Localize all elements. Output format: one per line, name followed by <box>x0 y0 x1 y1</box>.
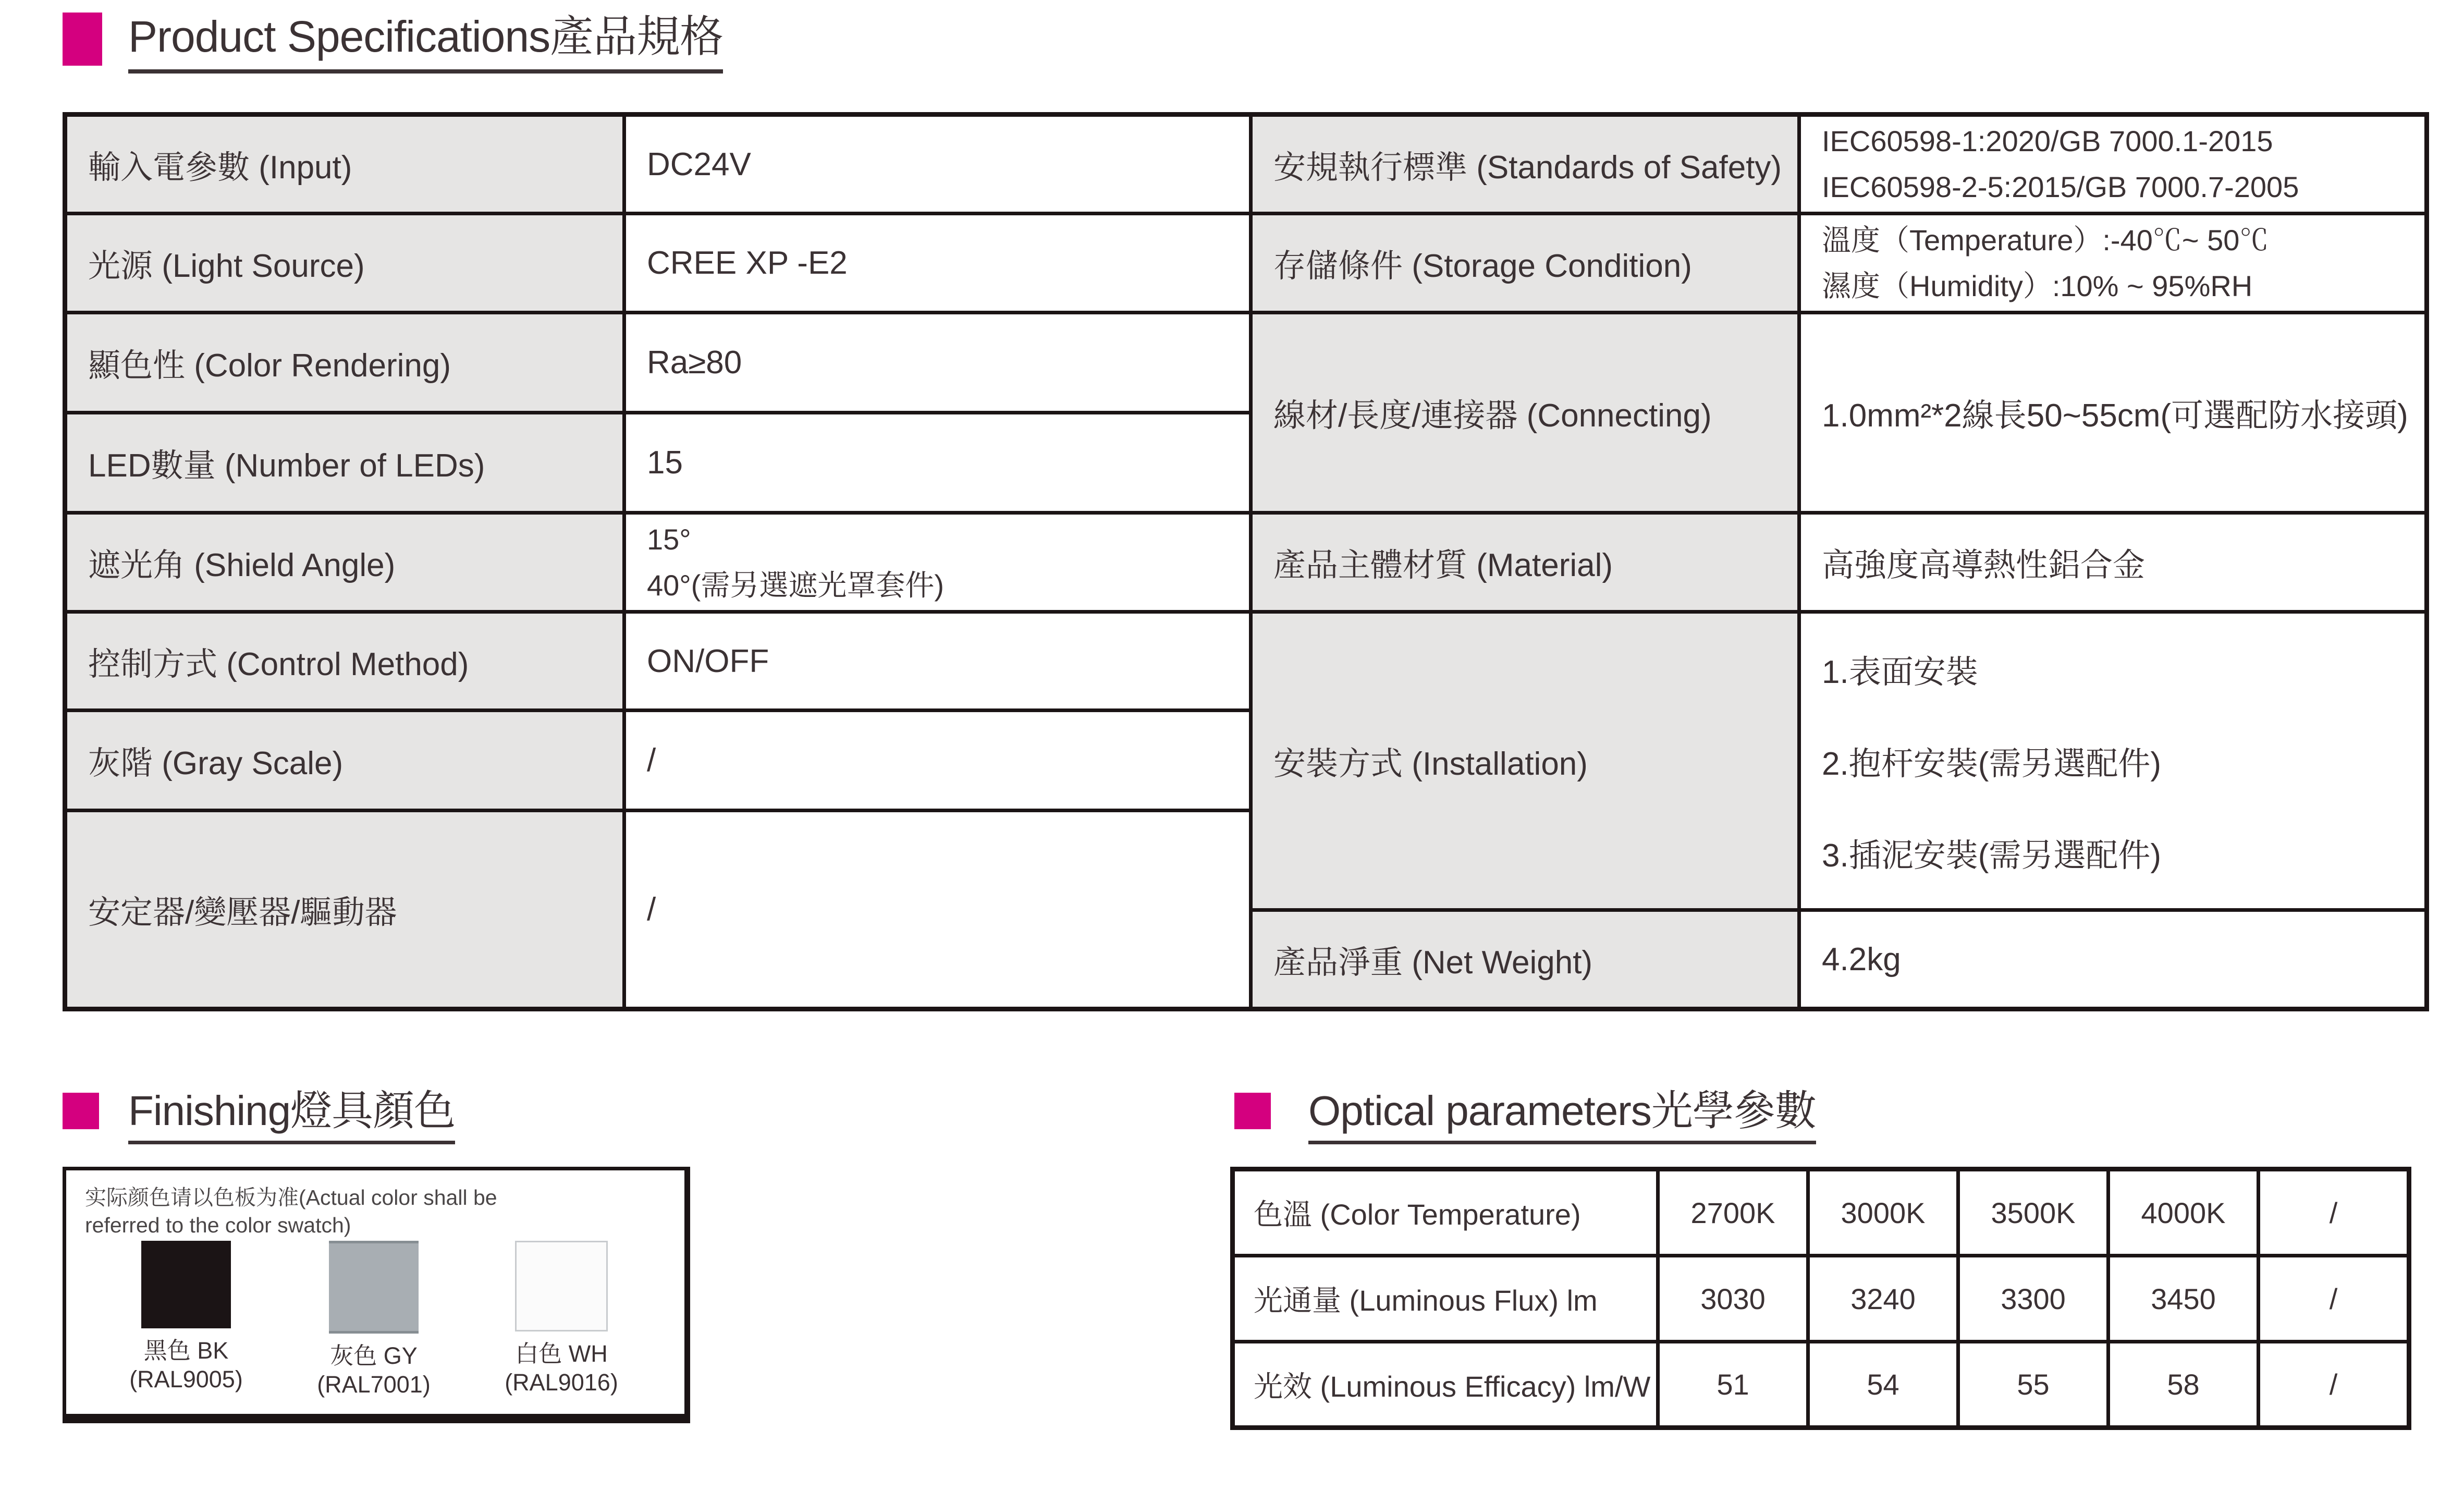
spec-label-installation: 安裝方式 (Installation) <box>1253 614 1797 908</box>
optical-value: 3500K <box>1960 1171 2106 1254</box>
optical-label-luminous-efficacy: 光效 (Luminous Efficacy) lm/W <box>1235 1343 1656 1425</box>
specs-section-bullet <box>63 13 102 66</box>
white-swatch-rect <box>515 1241 608 1331</box>
spec-label-connecting: 線材/長度/連接器 (Connecting) <box>1253 314 1797 511</box>
optical-label-luminous-flux: 光通量 (Luminous Flux) lm <box>1235 1257 1656 1340</box>
optical-value: 54 <box>1810 1343 1956 1425</box>
spec-value-connecting: 1.0mm²*2線長50~55cm(可選配防水接頭) <box>1801 314 2424 511</box>
storage-humidity-line: 濕度（Humidity）:10% ~ 95%RH <box>1822 269 2253 302</box>
optical-value: 3000K <box>1810 1171 1956 1254</box>
swatch-ral-code: (RAL9005) <box>129 1365 243 1392</box>
spec-value-safety-standards <box>1801 117 2424 212</box>
swatch-name: 灰色 GY <box>330 1342 418 1369</box>
spec-table <box>63 112 2429 1011</box>
optical-value: / <box>2260 1343 2407 1425</box>
specs-section-title: Product Specifications產品規格 <box>128 11 723 74</box>
optical-value: / <box>2260 1257 2407 1340</box>
spec-label-driver: 安定器/變壓器/驅動器 <box>67 812 622 1007</box>
spec-label-color-rendering: 顯色性 (Color Rendering) <box>67 314 622 411</box>
optical-value: 3240 <box>1810 1257 1956 1340</box>
black-swatch-rect <box>141 1241 231 1328</box>
swatch-ral-code: (RAL7001) <box>317 1371 431 1398</box>
installation-option: 1.表面安裝 <box>1822 654 1978 690</box>
optical-section-title: Optical parameters光學參數 <box>1308 1087 1816 1144</box>
spec-value-storage-condition <box>1801 215 2424 311</box>
shield-angle-line: 40°(需另選遮光罩套件) <box>647 568 944 602</box>
safety-standard-line: IEC60598-1:2020/GB 7000.1-2015 <box>1822 125 2273 157</box>
spec-value-color-rendering: Ra≥80 <box>626 314 1249 411</box>
swatch-black <box>108 1241 264 1394</box>
spec-label-gray-scale: 灰階 (Gray Scale) <box>67 712 622 809</box>
shield-angle-line: 15° <box>647 522 691 556</box>
spec-value-driver: / <box>626 812 1249 1007</box>
finishing-box <box>63 1167 690 1423</box>
gray-swatch-rect <box>329 1241 419 1334</box>
spec-value-installation <box>1801 614 2424 908</box>
spec-value-input: DC24V <box>626 117 1249 212</box>
optical-value: 4000K <box>2110 1171 2257 1254</box>
safety-standard-line: IEC60598-2-5:2015/GB 7000.7-2005 <box>1822 170 2299 203</box>
spec-label-net-weight: 產品淨重 (Net Weight) <box>1253 912 1797 1007</box>
optical-section-bullet <box>1234 1093 1271 1129</box>
spec-label-shield-angle: 遮光角 (Shield Angle) <box>67 515 622 610</box>
spec-label-led-count: LED數量 (Number of LEDs) <box>67 414 622 511</box>
optical-value: 55 <box>1960 1343 2106 1425</box>
spec-value-light-source: CREE XP -E2 <box>626 215 1249 311</box>
optical-value: 3030 <box>1660 1257 1806 1340</box>
optical-table <box>1230 1167 2411 1430</box>
spec-label-storage-condition: 存儲條件 (Storage Condition) <box>1253 215 1797 311</box>
spec-label-material: 產品主體材質 (Material) <box>1253 515 1797 610</box>
optical-value: 58 <box>2110 1343 2257 1425</box>
spec-label-light-source: 光源 (Light Source) <box>67 215 622 311</box>
spec-label-input: 輸入電參數 (Input) <box>67 117 622 212</box>
optical-value: 3300 <box>1960 1257 2106 1340</box>
spec-value-led-count: 15 <box>626 414 1249 511</box>
spec-label-safety-standards: 安規執行標準 (Standards of Safety) <box>1253 117 1797 212</box>
finishing-note <box>85 1184 497 1240</box>
spec-value-shield-angle <box>626 515 1249 610</box>
finishing-note-line: 实际颜色请以色板为准(Actual color shall be <box>85 1186 497 1209</box>
swatch-ral-code: (RAL9016) <box>505 1368 618 1396</box>
optical-label-color-temperature: 色溫 (Color Temperature) <box>1235 1171 1656 1254</box>
optical-value: / <box>2260 1171 2407 1254</box>
spec-value-net-weight: 4.2kg <box>1801 912 2424 1007</box>
swatch-gray <box>296 1241 452 1399</box>
spec-value-control-method: ON/OFF <box>626 614 1249 708</box>
optical-value: 2700K <box>1660 1171 1806 1254</box>
finishing-section-title: Finishing燈具顏色 <box>128 1087 455 1144</box>
swatch-name: 白色 WH <box>515 1340 608 1367</box>
optical-value: 51 <box>1660 1343 1806 1425</box>
swatch-name: 黑色 BK <box>143 1337 229 1364</box>
installation-option: 3.插泥安裝(需另選配件) <box>1822 838 2162 874</box>
installation-option: 2.抱杆安裝(需另選配件) <box>1822 746 2162 782</box>
storage-temperature-line: 溫度（Temperature）:-40℃~ 50℃ <box>1822 223 2269 256</box>
optical-value: 3450 <box>2110 1257 2257 1340</box>
finishing-section-bullet <box>63 1093 99 1129</box>
finishing-note-line: referred to the color swatch) <box>85 1213 351 1238</box>
swatch-white <box>483 1241 640 1397</box>
spec-value-material: 高強度高導熱性鋁合金 <box>1801 515 2424 610</box>
spec-value-gray-scale: / <box>626 712 1249 809</box>
spec-label-control-method: 控制方式 (Control Method) <box>67 614 622 708</box>
